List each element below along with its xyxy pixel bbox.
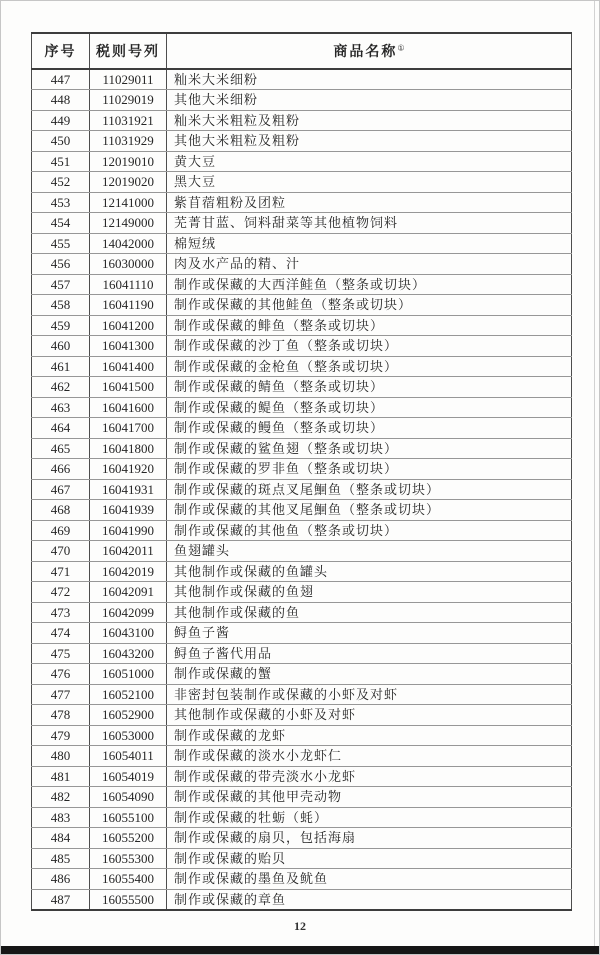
tariff-code-cell: 11031921 bbox=[90, 110, 167, 131]
seq-cell: 472 bbox=[32, 582, 90, 603]
seq-cell: 460 bbox=[32, 336, 90, 357]
seq-cell: 467 bbox=[32, 479, 90, 500]
tariff-code-cell: 14042000 bbox=[90, 233, 167, 254]
commodity-name-cell: 芜菁甘蓝、饲料甜菜等其他植物饲料 bbox=[167, 213, 572, 234]
commodity-name-cell: 其他大米细粉 bbox=[167, 90, 572, 111]
table-row bbox=[32, 520, 572, 541]
seq-cell: 463 bbox=[32, 397, 90, 418]
seq-cell: 452 bbox=[32, 172, 90, 193]
column-header-commodity-name bbox=[167, 33, 572, 69]
table-row bbox=[32, 131, 572, 152]
seq-cell: 462 bbox=[32, 377, 90, 398]
seq-cell: 483 bbox=[32, 807, 90, 828]
tariff-table bbox=[31, 32, 572, 911]
seq-cell: 449 bbox=[32, 110, 90, 131]
table-row bbox=[32, 315, 572, 336]
tariff-code-cell: 12019010 bbox=[90, 151, 167, 172]
commodity-name-cell: 制作或保藏的其他鲑鱼（整条或切块） bbox=[167, 295, 572, 316]
seq-cell: 482 bbox=[32, 787, 90, 808]
commodity-name-cell: 籼米大米粗粒及粗粉 bbox=[167, 110, 572, 131]
commodity-name-cell: 其他制作或保藏的小虾及对虾 bbox=[167, 705, 572, 726]
commodity-name-cell: 黄大豆 bbox=[167, 151, 572, 172]
seq-cell: 469 bbox=[32, 520, 90, 541]
table-row bbox=[32, 643, 572, 664]
seq-cell: 474 bbox=[32, 623, 90, 644]
table-row bbox=[32, 418, 572, 439]
table-row bbox=[32, 623, 572, 644]
tariff-code-cell: 12019020 bbox=[90, 172, 167, 193]
seq-cell: 451 bbox=[32, 151, 90, 172]
commodity-name-cell: 制作或保藏的贻贝 bbox=[167, 848, 572, 869]
footnote-marker: ① bbox=[397, 43, 405, 53]
table-row bbox=[32, 254, 572, 275]
tariff-code-cell: 16054011 bbox=[90, 746, 167, 767]
column-header-tariff-code: 税则号列 bbox=[90, 33, 167, 69]
commodity-name-cell: 制作或保藏的鲨鱼翅（整条或切块） bbox=[167, 438, 572, 459]
table-row bbox=[32, 746, 572, 767]
commodity-name-cell: 制作或保藏的斑点叉尾鮰鱼（整条或切块） bbox=[167, 479, 572, 500]
commodity-name-cell: 制作或保藏的带壳淡水小龙虾 bbox=[167, 766, 572, 787]
tariff-code-cell: 16041190 bbox=[90, 295, 167, 316]
tariff-code-cell: 16041400 bbox=[90, 356, 167, 377]
tariff-code-cell: 16041600 bbox=[90, 397, 167, 418]
table-row bbox=[32, 397, 572, 418]
seq-cell: 477 bbox=[32, 684, 90, 705]
tariff-code-cell: 16041500 bbox=[90, 377, 167, 398]
seq-cell: 478 bbox=[32, 705, 90, 726]
table-body bbox=[32, 69, 572, 910]
seq-cell: 479 bbox=[32, 725, 90, 746]
table-row bbox=[32, 377, 572, 398]
tariff-code-cell: 16041300 bbox=[90, 336, 167, 357]
commodity-name-cell: 黑大豆 bbox=[167, 172, 572, 193]
tariff-code-cell: 16041990 bbox=[90, 520, 167, 541]
table-row bbox=[32, 336, 572, 357]
table-row bbox=[32, 438, 572, 459]
tariff-code-cell: 16041700 bbox=[90, 418, 167, 439]
seq-cell: 480 bbox=[32, 746, 90, 767]
seq-cell: 457 bbox=[32, 274, 90, 295]
column-header-seq: 序号 bbox=[32, 33, 90, 69]
table-row bbox=[32, 787, 572, 808]
seq-cell: 473 bbox=[32, 602, 90, 623]
table-row bbox=[32, 356, 572, 377]
tariff-code-cell: 12141000 bbox=[90, 192, 167, 213]
tariff-code-cell: 16053000 bbox=[90, 725, 167, 746]
tariff-code-cell: 16041939 bbox=[90, 500, 167, 521]
tariff-code-cell: 16041110 bbox=[90, 274, 167, 295]
tariff-code-cell: 16052900 bbox=[90, 705, 167, 726]
tariff-code-cell: 16055200 bbox=[90, 828, 167, 849]
tariff-code-cell: 16041800 bbox=[90, 438, 167, 459]
tariff-code-cell: 16052100 bbox=[90, 684, 167, 705]
table-row bbox=[32, 807, 572, 828]
commodity-name-cell: 其他大米粗粒及粗粉 bbox=[167, 131, 572, 152]
table-header-row bbox=[32, 33, 572, 69]
commodity-name-cell: 制作或保藏的淡水小龙虾仁 bbox=[167, 746, 572, 767]
seq-cell: 470 bbox=[32, 541, 90, 562]
table-row bbox=[32, 766, 572, 787]
tariff-code-cell: 16055400 bbox=[90, 869, 167, 890]
table-row bbox=[32, 541, 572, 562]
seq-cell: 484 bbox=[32, 828, 90, 849]
seq-cell: 453 bbox=[32, 192, 90, 213]
table-row bbox=[32, 274, 572, 295]
table-row bbox=[32, 889, 572, 910]
commodity-name-cell: 制作或保藏的金枪鱼（整条或切块） bbox=[167, 356, 572, 377]
commodity-name-cell: 制作或保藏的龙虾 bbox=[167, 725, 572, 746]
table-row bbox=[32, 90, 572, 111]
page-number: 12 bbox=[294, 919, 306, 933]
commodity-name-cell: 制作或保藏的鲱鱼（整条或切块） bbox=[167, 315, 572, 336]
tariff-code-cell: 11029011 bbox=[90, 69, 167, 90]
tariff-code-cell: 16042019 bbox=[90, 561, 167, 582]
seq-cell: 481 bbox=[32, 766, 90, 787]
commodity-name-cell: 制作或保藏的鲭鱼（整条或切块） bbox=[167, 377, 572, 398]
commodity-name-cell: 籼米大米细粉 bbox=[167, 69, 572, 90]
tariff-code-cell: 16042099 bbox=[90, 602, 167, 623]
commodity-name-cell: 紫苜蓿粗粉及团粒 bbox=[167, 192, 572, 213]
table-row bbox=[32, 213, 572, 234]
seq-cell: 459 bbox=[32, 315, 90, 336]
table-row bbox=[32, 459, 572, 480]
commodity-name-cell: 制作或保藏的其他鱼（整条或切块） bbox=[167, 520, 572, 541]
tariff-code-cell: 16041931 bbox=[90, 479, 167, 500]
seq-cell: 450 bbox=[32, 131, 90, 152]
commodity-name-cell: 制作或保藏的罗非鱼（整条或切块） bbox=[167, 459, 572, 480]
commodity-name-cell: 制作或保藏的章鱼 bbox=[167, 889, 572, 910]
seq-cell: 447 bbox=[32, 69, 90, 90]
commodity-name-cell: 鲟鱼子酱代用品 bbox=[167, 643, 572, 664]
tariff-code-cell: 16055100 bbox=[90, 807, 167, 828]
table-row bbox=[32, 69, 572, 90]
tariff-code-cell: 16042091 bbox=[90, 582, 167, 603]
seq-cell: 471 bbox=[32, 561, 90, 582]
commodity-name-cell: 制作或保藏的沙丁鱼（整条或切块） bbox=[167, 336, 572, 357]
seq-cell: 468 bbox=[32, 500, 90, 521]
table-row bbox=[32, 110, 572, 131]
scan-edge-right bbox=[594, 1, 595, 954]
table-row bbox=[32, 295, 572, 316]
commodity-name-cell: 制作或保藏的牡蛎（蚝） bbox=[167, 807, 572, 828]
seq-cell: 454 bbox=[32, 213, 90, 234]
tariff-code-cell: 12149000 bbox=[90, 213, 167, 234]
commodity-name-cell: 制作或保藏的其他叉尾鮰鱼（整条或切块） bbox=[167, 500, 572, 521]
table-row bbox=[32, 828, 572, 849]
seq-cell: 455 bbox=[32, 233, 90, 254]
seq-cell: 485 bbox=[32, 848, 90, 869]
seq-cell: 487 bbox=[32, 889, 90, 910]
tariff-code-cell: 16043100 bbox=[90, 623, 167, 644]
seq-cell: 475 bbox=[32, 643, 90, 664]
tariff-code-cell: 16030000 bbox=[90, 254, 167, 275]
commodity-name-cell: 肉及水产品的精、汁 bbox=[167, 254, 572, 275]
commodity-name-cell: 其他制作或保藏的鱼翅 bbox=[167, 582, 572, 603]
seq-cell: 465 bbox=[32, 438, 90, 459]
tariff-code-cell: 16042011 bbox=[90, 541, 167, 562]
table-row bbox=[32, 500, 572, 521]
tariff-code-cell: 16041200 bbox=[90, 315, 167, 336]
tariff-code-cell: 16041920 bbox=[90, 459, 167, 480]
tariff-code-cell: 16054090 bbox=[90, 787, 167, 808]
tariff-code-cell: 16055300 bbox=[90, 848, 167, 869]
seq-cell: 458 bbox=[32, 295, 90, 316]
commodity-name-cell: 制作或保藏的墨鱼及鱿鱼 bbox=[167, 869, 572, 890]
table-row bbox=[32, 684, 572, 705]
commodity-name-cell: 其他制作或保藏的鱼罐头 bbox=[167, 561, 572, 582]
table-row bbox=[32, 602, 572, 623]
commodity-name-cell: 制作或保藏的其他甲壳动物 bbox=[167, 787, 572, 808]
table-row bbox=[32, 479, 572, 500]
commodity-name-cell: 制作或保藏的大西洋鲑鱼（整条或切块） bbox=[167, 274, 572, 295]
commodity-name-cell: 制作或保藏的扇贝，包括海扇 bbox=[167, 828, 572, 849]
seq-cell: 464 bbox=[32, 418, 90, 439]
tariff-code-cell: 16055500 bbox=[90, 889, 167, 910]
table-row bbox=[32, 192, 572, 213]
table-row bbox=[32, 725, 572, 746]
column-header-commodity-name-label: 商品名称 bbox=[333, 45, 398, 60]
seq-cell: 456 bbox=[32, 254, 90, 275]
tariff-code-cell: 11029019 bbox=[90, 90, 167, 111]
table-row bbox=[32, 561, 572, 582]
table-row bbox=[32, 664, 572, 685]
tariff-code-cell: 16043200 bbox=[90, 643, 167, 664]
commodity-name-cell: 鲟鱼子酱 bbox=[167, 623, 572, 644]
commodity-name-cell: 制作或保藏的鳗鱼（整条或切块） bbox=[167, 418, 572, 439]
seq-cell: 486 bbox=[32, 869, 90, 890]
table-row bbox=[32, 172, 572, 193]
table-row bbox=[32, 848, 572, 869]
tariff-code-cell: 16051000 bbox=[90, 664, 167, 685]
table-row bbox=[32, 705, 572, 726]
table-row bbox=[32, 582, 572, 603]
commodity-name-cell: 其他制作或保藏的鱼 bbox=[167, 602, 572, 623]
seq-cell: 466 bbox=[32, 459, 90, 480]
tariff-code-cell: 16054019 bbox=[90, 766, 167, 787]
seq-cell: 461 bbox=[32, 356, 90, 377]
tariff-code-cell: 11031929 bbox=[90, 131, 167, 152]
commodity-name-cell: 棉短绒 bbox=[167, 233, 572, 254]
commodity-name-cell: 制作或保藏的蟹 bbox=[167, 664, 572, 685]
table-row bbox=[32, 869, 572, 890]
table-row bbox=[32, 151, 572, 172]
seq-cell: 448 bbox=[32, 90, 90, 111]
seq-cell: 476 bbox=[32, 664, 90, 685]
scan-edge-bottom bbox=[1, 946, 599, 954]
table-row bbox=[32, 233, 572, 254]
commodity-name-cell: 制作或保藏的鳀鱼（整条或切块） bbox=[167, 397, 572, 418]
commodity-name-cell: 鱼翅罐头 bbox=[167, 541, 572, 562]
commodity-name-cell: 非密封包装制作或保藏的小虾及对虾 bbox=[167, 684, 572, 705]
